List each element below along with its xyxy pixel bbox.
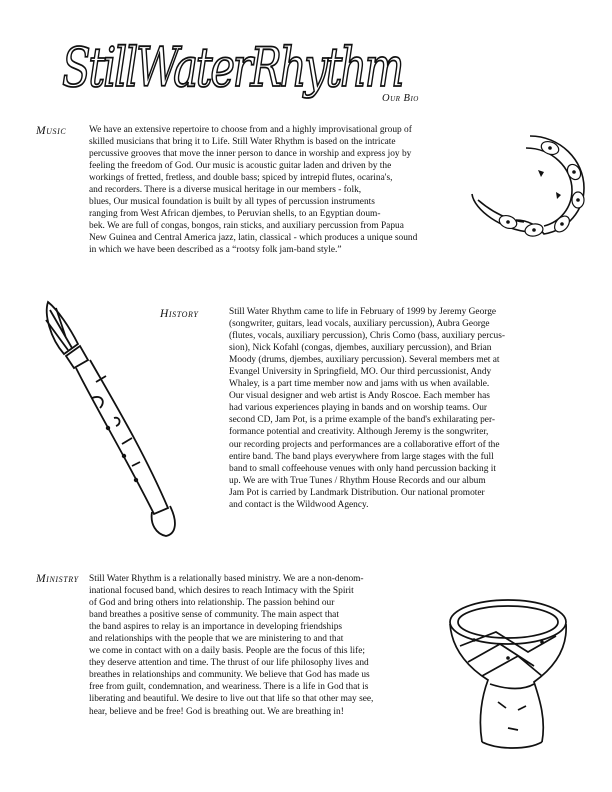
text-line: breathes in relationships and community. We believe that God has made us [89, 670, 370, 681]
flute-icon [36, 298, 186, 548]
page-subtitle: Our Bio [382, 93, 419, 104]
text-line: liberating and beautiful. We desire to live out that life so that other may see, [89, 694, 374, 705]
text-line: free from guilt, condemnation, and weariness. There is a life in God that is [89, 682, 369, 693]
tambourine-icon [468, 130, 592, 240]
text-line: blues, Our musical foundation is built by all types of percussion instruments [89, 197, 375, 208]
text-line: formance potential and creativity. Although Jeremy is the songwriter, [229, 427, 489, 438]
text-line: of God and bring others into relationship. The passion behind our [89, 598, 335, 609]
text-line: Evangel University in Springfield, MO. Our third percussionist, Andy [229, 367, 492, 378]
text-line: band breathes a positive sense of community. The main aspect that [89, 610, 339, 621]
text-line: inational focused band, which desires to reach Intimacy with the Spirit [89, 586, 354, 597]
section-label-music: Music [36, 125, 67, 137]
text-line: the band aspires to relay is an importance in developing friendships [89, 622, 343, 633]
text-line: percussive grooves that move the inner person to dance in worship and express joy by [89, 149, 412, 160]
band-title-text: StillWaterRhythm [62, 36, 402, 99]
flute-illustration [36, 298, 186, 553]
text-line: our recording projects and performances are a collaborative effort of the [229, 439, 500, 450]
drum-icon [438, 592, 588, 752]
text-line: had various experiences playing in bands and on worship teams. Our [229, 403, 488, 414]
music-paragraph [89, 124, 417, 257]
djembe-drum-illustration [438, 592, 588, 757]
text-line: they deserve attention and time. The thrust of our life philosophy lives and [89, 658, 369, 669]
band-title [58, 30, 408, 100]
tambourine-illustration [468, 130, 592, 245]
text-line: second CD, Jam Pot, is a prime example of the band's exhilarating per- [229, 415, 496, 426]
text-line: Still Water Rhythm is a relationally based ministry. We are a non-denom- [89, 574, 364, 584]
text-line: feeling the freedom of God. Our music is acoustic guitar laden and driven by the [89, 161, 392, 172]
text-line: Whaley, is a part time member now and jams with us when available. [229, 379, 490, 390]
text-line: band to small coffeehouse venues with only hand percussion backing it [229, 463, 496, 474]
text-line: New Guinea and Central America jazz, latin, classical - which produces a unique sound [89, 233, 418, 244]
text-line: entire band. The band plays everywhere from large stages with the full [229, 451, 494, 462]
text-line: workings of fretted, fretless, and double bass; spiced by intrepid flutes, ocarina's, [89, 173, 393, 184]
text-line: (songwriter, guitars, lead vocals, auxiliary percussion), Aubra George [229, 319, 490, 330]
text-line: ranging from West African djembes, to Peruvian shells, to an Egyptian doum- [89, 209, 381, 220]
history-paragraph [229, 306, 505, 511]
text-line: bek. We are full of congas, bongos, rain sticks, and auxiliary percussion from Papua [89, 221, 404, 232]
text-line: Moody (drums, djembes, auxiliary percussion). Several members met at [229, 355, 500, 366]
text-line: (flutes, vocals, auxiliary percussion), Chris Como (bass, auxiliary percus- [229, 331, 505, 342]
text-line: Still Water Rhythm came to life in February of 1999 by Jeremy George [229, 307, 497, 317]
section-label-ministry: Ministry [36, 573, 79, 585]
text-line: and relationships with the people that we are ministering to and that [89, 634, 344, 645]
text-line: sion), Nick Kofahl (congas, djembes, auxiliary percussion), and Brian [229, 343, 492, 354]
ministry-paragraph [89, 573, 373, 718]
text-line: skilled musicians that bring it to Life. Still Water Rhythm is based on the intricate [89, 137, 396, 148]
text-line: We have an extensive repertoire to choose from and a highly improvisational group of [89, 125, 412, 135]
text-line: in which we have been described as a “rootsy folk jam-band style.” [89, 245, 342, 256]
band-title-art [58, 30, 408, 100]
text-line: and recorders. There is a diverse musical heritage in our members - folk, [89, 185, 362, 196]
text-line: hear, believe and be free! God is breathing out. We are breathing in! [89, 706, 344, 717]
text-line: up. We are with True Tunes / Rhythm House Records and our album [229, 475, 486, 486]
text-line: we come in contact with on a daily basis. People are the focus of this life; [89, 646, 365, 657]
text-line: and contact is the Wildwood Agency. [229, 499, 369, 510]
text-line: Jam Pot is carried by Landmark Distribution. Our national promoter [229, 487, 485, 498]
section-label-history: History [160, 308, 199, 320]
text-line: Our visual designer and web artist is Andy Roscoe. Each member has [229, 391, 490, 402]
